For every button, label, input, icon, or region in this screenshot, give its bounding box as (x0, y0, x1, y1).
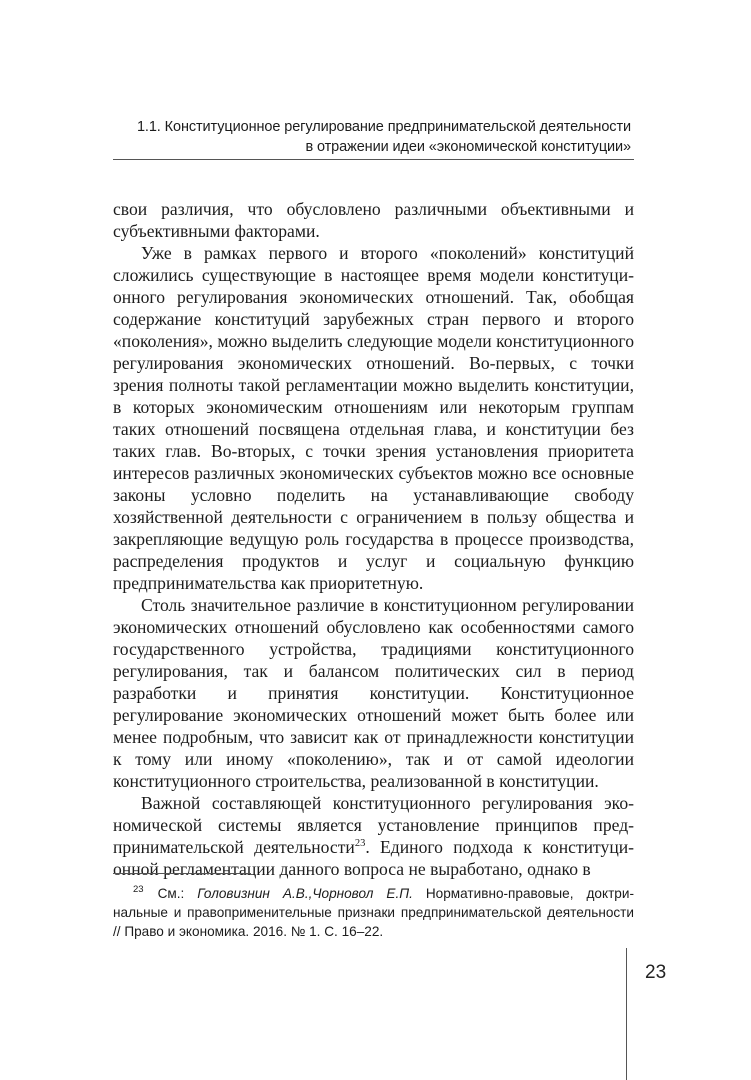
paragraph-4-text: Важной составляющей конституционного регулирования экономической системы является установление принципов предпринимательской деятельности (113, 793, 634, 857)
footnote-lead: См.: (157, 886, 198, 901)
footnote-number: 23 (133, 884, 144, 896)
margin-rule (626, 948, 627, 1080)
running-header-line-1: 1.1. Конституционное регулирование предпринимательской деятельности (136, 119, 631, 135)
header-divider (113, 159, 634, 160)
footnote-authors: Головизнин А.В.,Чорновол Е.П. (197, 886, 413, 901)
paragraph-4 (113, 792, 634, 880)
page-number: 23 (645, 962, 667, 983)
footnote-divider (113, 873, 251, 874)
footnote-text: Нормативно-правовые, доктринальные и правоприменительные признаки предпринимательской деятельности // Право и экономика. 2016. № 1. С. 16–22. (113, 886, 634, 939)
footnote-reference[interactable]: 23 (354, 838, 366, 850)
running-header (71, 117, 631, 157)
paragraph-3: Столь значительное различие в конституционном регулировании экономических отношений обусловлено как особенностями самого государственного устройства, традициями конституционного регулирования, так и балансом политических сил в период разработки и принятия конституции. Конституционное регулирование экономических отношений может быть более или менее подробным, что зависит как от принадлежности конституции к тому или иному «поколению», так и от самой идеологии конституционного строительства, реализованной в конституции. (113, 595, 634, 791)
running-header-line-2: в отражении идеи «экономической конституции» (305, 139, 631, 155)
footnote (113, 884, 634, 941)
body-text (113, 198, 634, 880)
paragraph-4-tail: . Единого подхода к конституционной регламентации данного вопроса не выработано, однако в (113, 837, 635, 879)
paragraph-2: Уже в рамках первого и второго «поколений» конституций сложились существующие в настоящее время модели конституционного регулирования экономических отношений. Так, обобщая содержание конституций зарубежных стран первого и второго «поколения», можно выделить следующие модели конституционного регулирования экономических отношений. Во-первых, с точки зрения полноты такой регламентации можно выделить конституции, в которых экономическим отношениям или некоторым группам таких отношений посвящена отдельная глава, и конституции без таких глав. Во-вторых, с точки зрения установления приоритета интересов различных экономических субъектов можно все основные законы условно поделить на устанавливающие свободу хозяйственной деятельности с ограничением в пользу общества и закрепляющие ведущую роль государства в процессе производства, распределения продуктов и услуг и социальную функцию предпринимательства как приоритетную. (113, 243, 634, 593)
paragraph-1: свои различия, что обусловлено различными объективными и субъективными факторами. (113, 199, 634, 241)
